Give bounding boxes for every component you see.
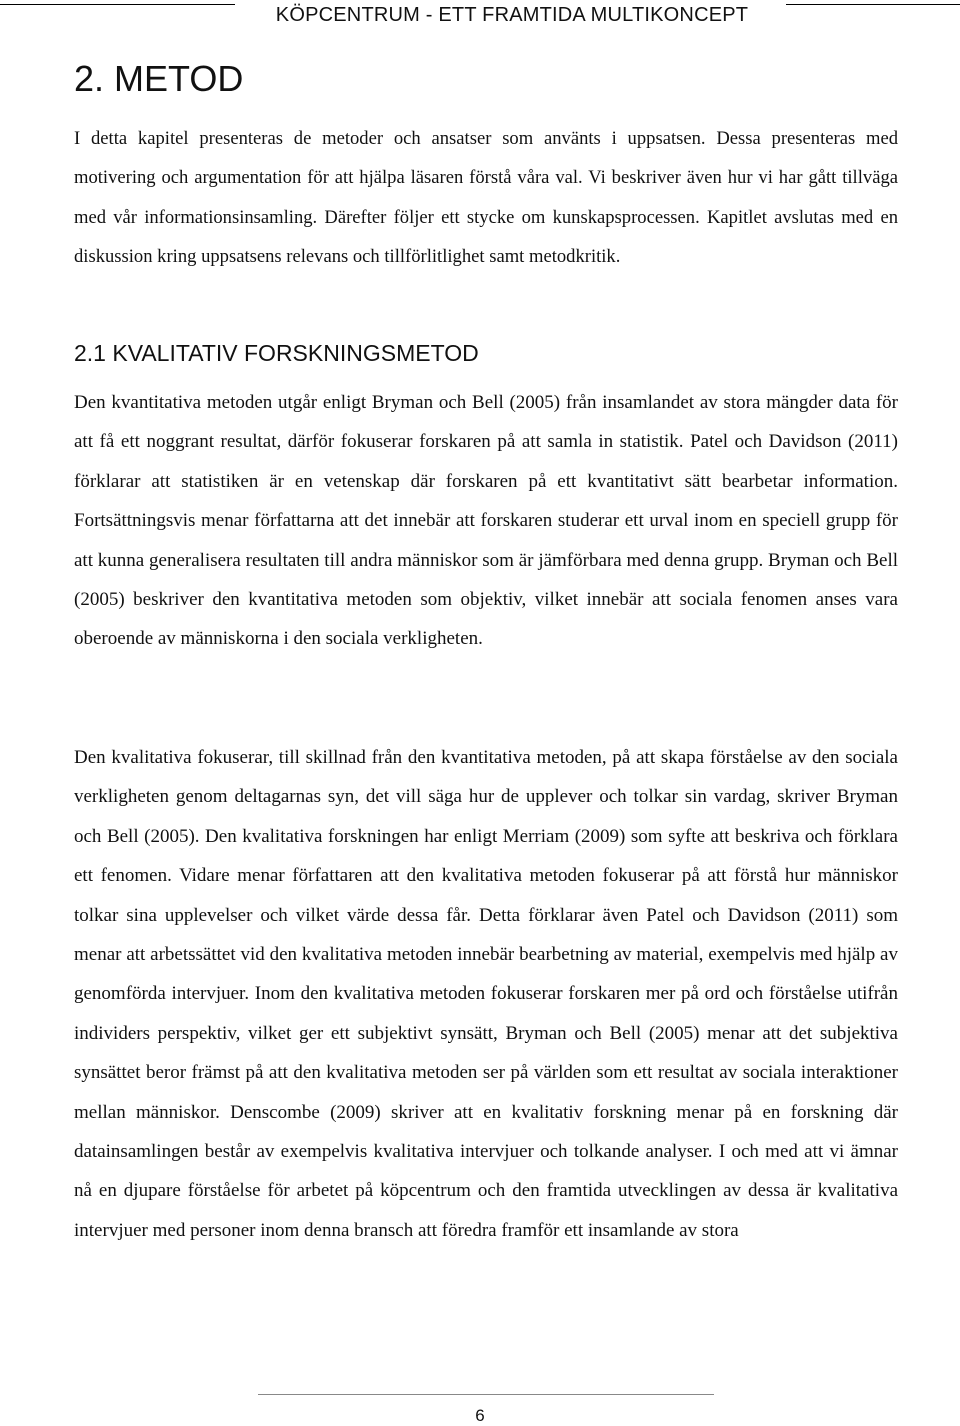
section-title: 2.1 KVALITATIV FORSKNINGSMETOD [74, 340, 479, 366]
chapter-intro-paragraph: I detta kapitel presenteras de metoder och ansatser som använts i uppsatsen. Dessa presenteras med motivering och argumentation för att hjälpa läsaren förstå våra val. Vi beskriver även hur vi har gått tillväga med vår informationsinsamling. Därefter följer ett stycke om kunskapsprocessen. Kapitlet avslutas med en diskussion kring uppsatsens relevans och tillförlitlighet samt metodkritik. [74, 128, 898, 267]
page-number: 6 [475, 1406, 485, 1425]
header-rule-left [0, 4, 235, 5]
header-rule-right [786, 4, 960, 5]
body-paragraph-2: Den kvalitativa fokuserar, till skillnad från den kvantitativa metoden, på att skapa förståelse av den sociala verkligheten genom deltagarnas syn, det vill säga hur de upplever och tolkar sin vardag, skriver Bryman och Bell (2005). Den kvalitativa forskningen har enligt Merriam (2009) som syfte att beskriva och förklara ett fenomen. Vidare menar författaren att den kvalitativa metoden fokuserar på att förstå hur människor tolkar sina upplevelser och vilket värde dessa får. Detta förklarar även Patel och Davidson (2011) som menar att arbetssättet vid den kvalitativa metoden innebär bearbetning av material, exempelvis med hjälp av genomförda intervjuer. Inom den kvalitativa metoden fokuserar forskaren mer på ord och förståelse utifrån individers perspektiv, vilket ger ett subjektivt synsätt, Bryman och Bell (2005) menar att det subjektiva synsättet beror främst på att den kvalitativa metoden ser på världen som ett resultat av sociala interaktioner mellan människor. Denscombe (2009) skriver att en kvalitativ forskning menar på en forskning där datainsamlingen består av exempelvis kvalitativa intervjuer och tolkande analyser. I och med att vi ämnar nå en djupare förståelse för arbetet på köpcentrum och den framtida utvecklingen av dessa är kvalitativa intervjuer med personer inom denna bransch att föredra framför ett insamlande av stora [74, 747, 898, 1241]
chapter-title: 2. METOD [74, 58, 244, 99]
body-paragraph-1: Den kvantitativa metoden utgår enligt Bryman och Bell (2005) från insamlandet av stora mängder data för att få ett noggrant resultat, därför fokuserar forskaren på att samla in statistik. Patel och Davidson (2011) förklarar att statistiken är en vetenskap där forskaren på ett kvantitativt sätt bearbetar information. Fortsättningsvis menar författarna att det innebär att forskaren studerar ett urval inom en speciell grupp för att kunna generalisera resultaten till andra människor som är jämförbara med denna grupp. Bryman och Bell (2005) beskriver den kvantitativa metoden som objektiv, vilket innebär att sociala fenomen anses vara oberoende av människorna i den sociala verkligheten. [74, 392, 898, 650]
running-header: KÖPCENTRUM - ETT FRAMTIDA MULTIKONCEPT [275, 4, 749, 26]
footer-rule [258, 1394, 714, 1395]
